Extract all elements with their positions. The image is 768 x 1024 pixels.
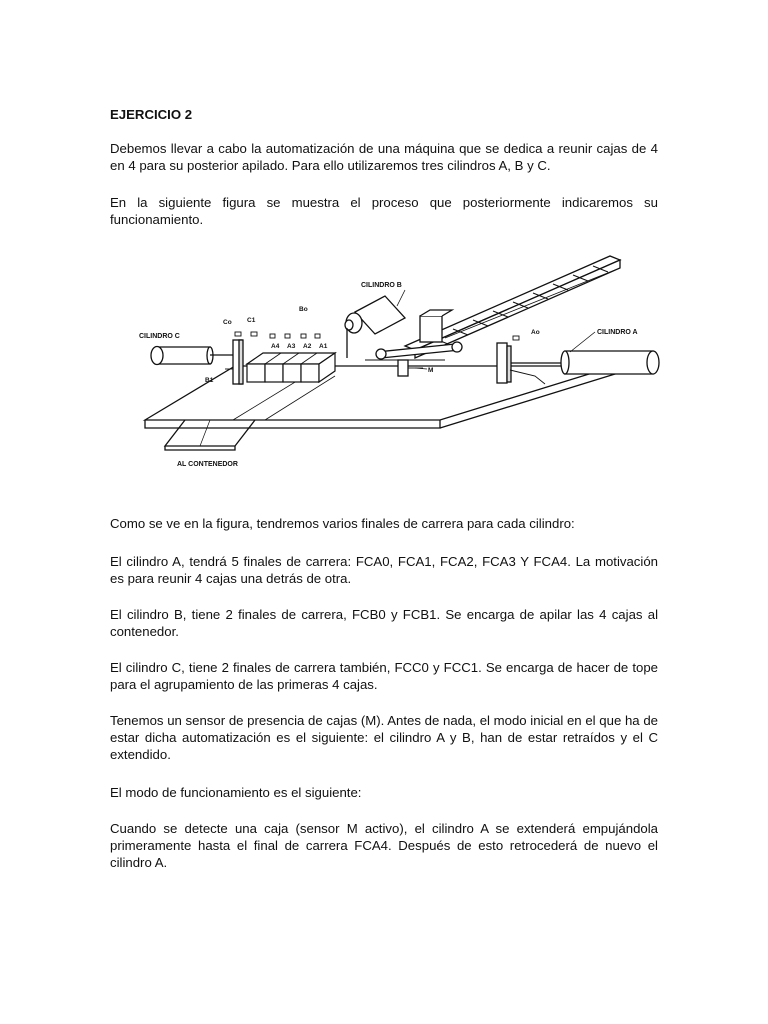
cilindro-c-paragraph: El cilindro C, tiene 2 finales de carrera también, FCC0 y FCC1. Se encarga de hacer de tope para el agrupamiento de las primeras 4 cajas.	[110, 660, 658, 693]
modo-paragraph: El modo de funcionamiento es el siguiente:	[110, 785, 362, 800]
machine-figure	[115, 248, 695, 478]
label-cilindro-a: CILINDRO A	[597, 329, 638, 336]
label-cilindro-b: CILINDRO B	[361, 282, 402, 289]
label-ao: Ao	[531, 329, 540, 336]
caja-paragraph: Cuando se detecte una caja (sensor M activo), el cilindro A se extenderá empujándola primeramente hasta el final de carrera FCA4. Después de esto retrocederá de nuevo el cilindro A.	[110, 821, 658, 871]
label-c1: C1	[247, 317, 256, 324]
label-a3: A3	[287, 343, 296, 350]
machine-diagram	[115, 248, 695, 478]
sensor-paragraph: Tenemos un sensor de presencia de cajas (M). Antes de nada, el modo inicial en el que ha de estar dicha automatización es el siguiente: el cilindro A y B, han de estar retraídos y el C extendido.	[110, 713, 658, 763]
label-cilindro-c: CILINDRO C	[139, 333, 180, 340]
label-co: Co	[223, 319, 232, 326]
label-a2: A2	[303, 343, 312, 350]
cilindro-b-paragraph: El cilindro B, tiene 2 finales de carrera, FCB0 y FCB1. Se encarga de apilar las 4 cajas al contenedor.	[110, 607, 658, 640]
label-m: M	[428, 367, 434, 374]
intro-paragraph: Debemos llevar a cabo la automatización de una máquina que se dedica a reunir cajas de 4 en 4 para su posterior apilado. Para ello utilizaremos tres cilindros A, B y C.	[110, 141, 658, 174]
cilindro-a-paragraph: El cilindro A, tendrá 5 finales de carrera: FCA0, FCA1, FCA2, FCA3 Y FCA4. La motivación es para reunir 4 cajas una detrás de otra.	[110, 554, 658, 587]
label-contenedor: AL CONTENEDOR	[177, 461, 238, 468]
figure-intro-paragraph: En la siguiente figura se muestra el proceso que posteriormente indicaremos su funcionamiento.	[110, 195, 658, 228]
finales-paragraph: Como se ve en la figura, tendremos varios finales de carrera para cada cilindro:	[110, 516, 575, 531]
label-b1: B1	[205, 377, 214, 384]
label-a4: A4	[271, 343, 280, 350]
label-a1: A1	[319, 343, 328, 350]
exercise-title: EJERCICIO 2	[110, 107, 193, 122]
label-bo: Bo	[299, 306, 308, 313]
